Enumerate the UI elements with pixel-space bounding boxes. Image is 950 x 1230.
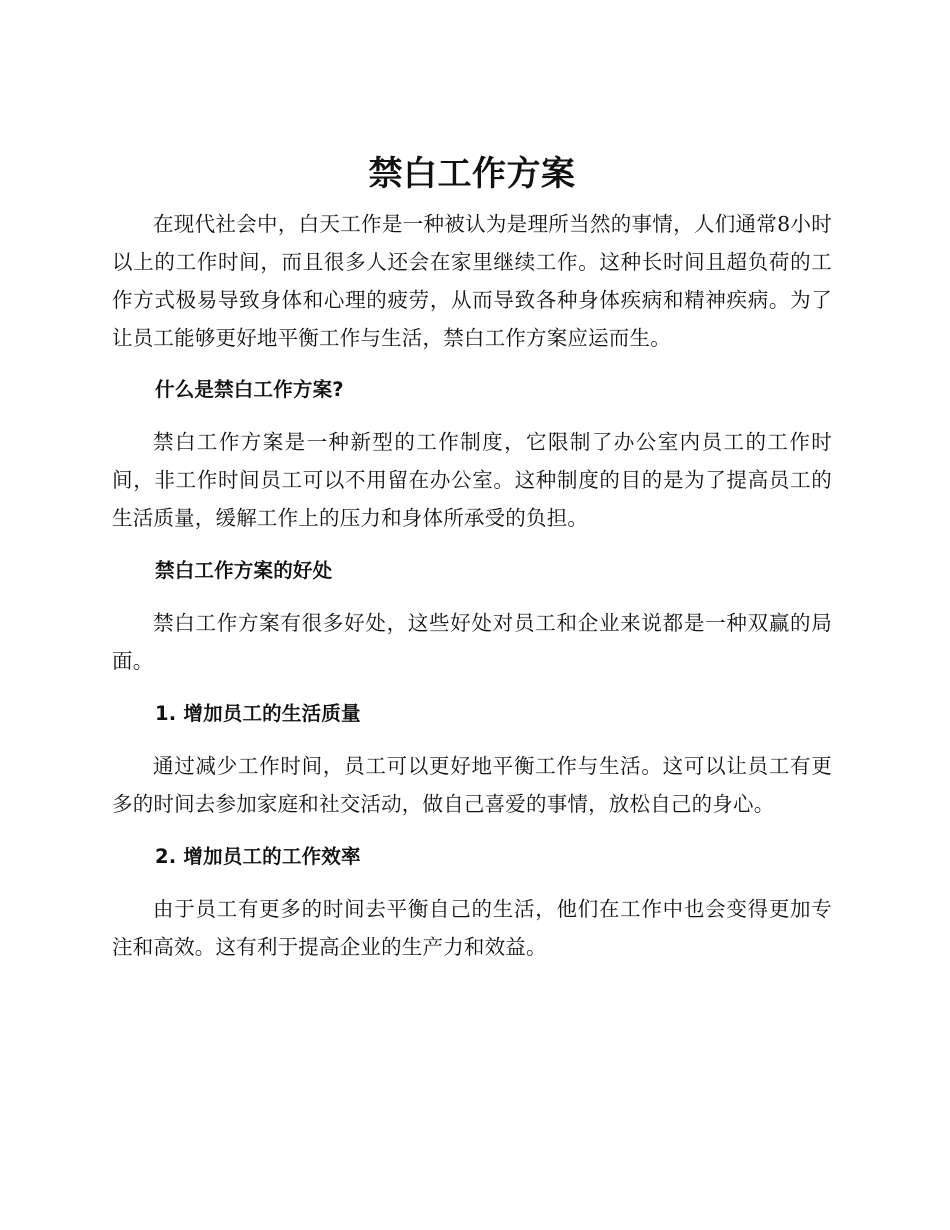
section-paragraph-life-quality: 通过减少工作时间，员工可以更好地平衡工作与生活。这可以让员工有更多的时间去参加家庭和社交活动，做自己喜爱的事情，放松自己的身心。 bbox=[112, 754, 832, 816]
section-paragraph-efficiency: 由于员工有更多的时间去平衡自己的生活，他们在工作中也会变得更加专注和高效。这有利于提高企业的生产力和效益。 bbox=[112, 897, 832, 959]
section-paragraph-what-is: 禁白工作方案是一种新型的工作制度，它限制了办公室内员工的工作时间，非工作时间员工可以不用留在办公室。这种制度的目的是为了提高员工的生活质量，缓解工作上的压力和身体所承受的负担。 bbox=[112, 430, 832, 530]
intro-paragraph: 在现代社会中，白天工作是一种被认为是理所当然的事情，人们通常8小时以上的工作时间，而且很多人还会在家里继续工作。这种长时间且超负荷的工作方式极易导致身体和心理的疲劳，从而导致各种身体疾病和精神疾病。为了让员工能够更好地平衡工作与生活，禁白工作方案应运而生。 bbox=[112, 212, 832, 350]
section-heading-what-is: 什么是禁白工作方案? bbox=[155, 378, 344, 401]
document-title: 禁白工作方案 bbox=[368, 154, 576, 194]
section-heading-benefits: 禁白工作方案的好处 bbox=[155, 559, 333, 582]
section-heading-efficiency: 2. 增加员工的工作效率 bbox=[155, 845, 361, 868]
document-content bbox=[112, 143, 832, 966]
section-heading-life-quality: 1. 增加员工的生活质量 bbox=[155, 702, 361, 725]
section-paragraph-benefits: 禁白工作方案有很多好处，这些好处对员工和企业来说都是一种双赢的局面。 bbox=[112, 611, 832, 673]
